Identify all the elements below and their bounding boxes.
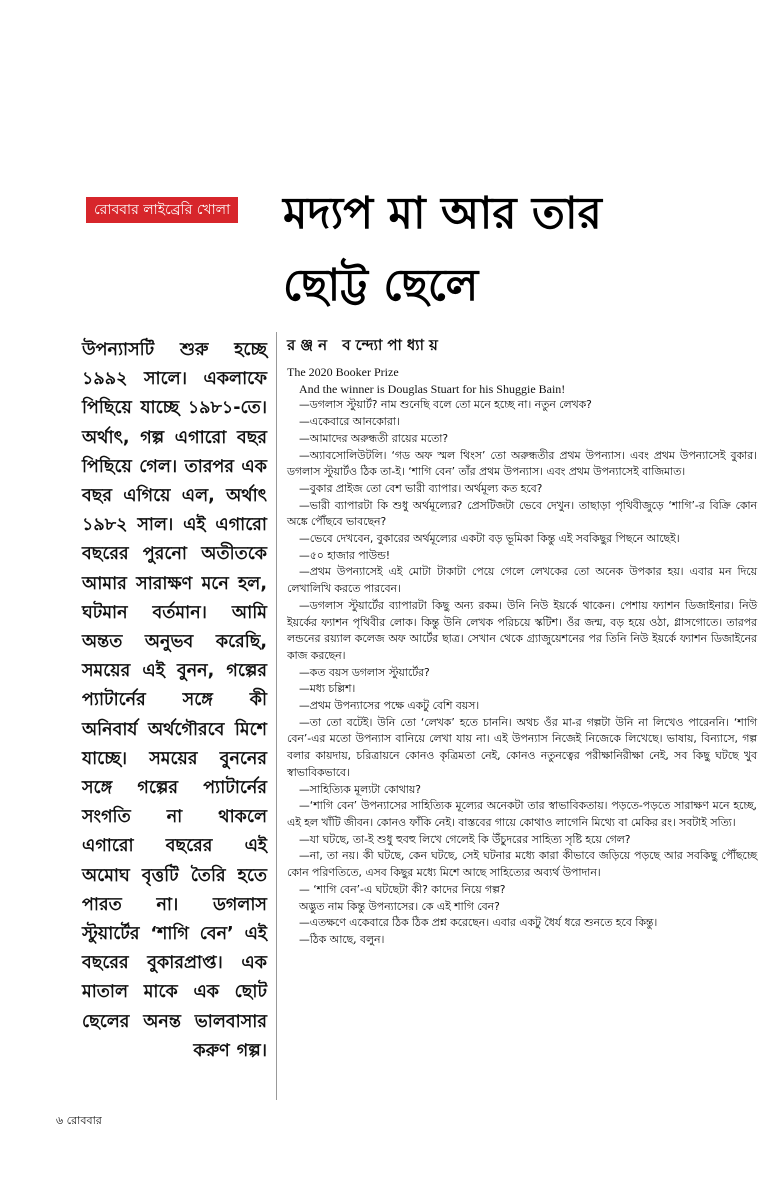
byline: রঞ্জন বন্দ্যোপাধ্যায় (287, 336, 443, 354)
article-paragraph: —সাহিত্যিক মূল্যটা কোথায়? (299, 782, 422, 796)
article-paragraph: —একেবারে আনকোরা। (299, 415, 400, 429)
article-paragraph: The 2020 Booker Prize (287, 365, 399, 379)
article-paragraph: —ঠিক আছে, বলুন। (299, 932, 385, 946)
article-paragraph: —এতক্ষণে একেবারে ঠিক ঠিক প্রশ্ন করেছেন। এবার একটু ধৈর্য ধরে শুনতে হবে কিন্তু। (299, 916, 658, 930)
article-paragraph: — ‘শাগি বেন’-এ ঘটছেটা কী? কাদের নিয়ে গল্প? (299, 882, 506, 896)
article-paragraph: —ভেবে দেখবেন, বুকারের অর্থমূল্যের একটা বড় ভূমিকা কিন্তু এই সবকিছুর পিছনে আছেই। (299, 532, 680, 546)
article-paragraph: —না, তা নয়। কী ঘটছে, কেন ঘটছে, সেই ঘটনার মধ্যে কারা কীভাবে জড়িয়ে পড়ছে আর সবকিছু পৌঁছচ্ছে কোন পরিণতিতে, এসব কিছুর মধ্যে মিশে আছে সাহিত্যের অব্যর্থ উপাদান। (287, 849, 757, 880)
article-paragraph: —বুকার প্রাইজ তো বেশ ভারী ব্যাপার। অর্থমূল্য কত হবে? (299, 481, 543, 495)
article-paragraph: —কত বয়স ডগলাস স্টুয়ার্টের? (299, 665, 430, 679)
headline-line-1: মদ্যপ মা আর তার (283, 188, 602, 239)
article-paragraph: —‘শাগি বেন’ উপন্যাসের সাহিত্যিক মূল্যের অনেকটা তার স্বাভাবিকতায়। পড়তে-পড়তে সারাক্ষণ মনে হচ্ছে, এই হল খাঁটি জীবন। কোনও ফাঁকি নেই। বাস্তবের গায়ে কোথাও লাগেনি মিথ্যে বা মেকির রং। সবটাই সত্যি। (287, 799, 757, 829)
article-paragraph: —ডগলাস স্টুয়ার্ট? নাম শুনেছি বলে তো মনে হচ্ছে না। নতুন লেখক? (299, 398, 592, 412)
article-paragraph: —মধ্য চল্লিশ। (299, 682, 356, 696)
page-footer: ৬ রোববার (56, 1114, 102, 1127)
article-paragraph: —যা ঘটছে, তা-ই শুধু হুবহু লিখে গেলেই কি উঁচুদরের সাহিত্য সৃষ্টি হয়ে গেল? (299, 832, 631, 846)
article-paragraph: —৫০ হাজার পাউন্ড! (299, 548, 391, 562)
article-paragraph: —ডগলাস স্টুয়ার্টের ব্যাপারটা কিছু অন্য রকম। উনি নিউ ইয়র্কে থাকেন। পেশায় ফ্যাশন ডিজাইনার। নিউ ইয়র্কের ফ্যাশন পৃথিবীর লোক। কিন্তু উনি লেখক পরিচয়ে স্কটিশ। ওঁর জন্ম, বড় হয়ে ওঠা, গ্লাসগোতে। তারপর লন্ডনের রয়্যাল কলেজ অফ আর্টের ছাত্র। সেখান থেকে গ্র্যাজুয়েশনের পর তিনি নিউ ইয়র্কে ফ্যাশন ডিজাইনের কাজ করছেন। (287, 598, 757, 662)
article-paragraph: —প্রথম উপন্যাসের পক্ষে একটু বেশি বয়স। (299, 699, 480, 713)
headline (283, 178, 703, 322)
headline-line-2: ছোট্ট ছেলে (283, 260, 479, 311)
article-paragraph: And the winner is Douglas Stuart for his Shuggie Bain! (299, 381, 566, 396)
article-paragraph: —ভারী ব্যাপারটা কি শুধু অর্থমূল্যের? প্রেসটিজটা ভেবে দেখুন। তাছাড়া পৃথিবীজুড়ে ‘শাগি’-র বিক্রি কোন অঙ্কে পৌঁছবে ভাবছেন? (287, 498, 757, 529)
article-paragraph: অদ্ভুত নাম কিন্তু উপন্যাসের। কে এই শাগি বেন? (299, 899, 500, 913)
article-paragraph: —প্রথম উপন্যাসেই এই মোটা টাকাটা পেয়ে গেলে লেখকের তো অনেক উপকার হয়। এবার মন দিয়ে লেখালিখি করতে পারবেন। (287, 565, 757, 596)
article-body (287, 364, 757, 949)
column-divider (276, 332, 277, 1100)
article-paragraph: —আমাদের অরুন্ধতী রায়ের মতো? (299, 431, 449, 445)
intro-column: উপন্যাসটি শুরু হচ্ছে ১৯৯২ সালে। একলাফে পিছিয়ে যাচ্ছে ১৯৮১-তে। অর্থাৎ, গল্প এগারো বছর পিছিয়ে গেল। তারপর এক বছর এগিয়ে এল, অর্থাৎ ১৯৮২ সাল। এই এগারো বছরের পুরনো অতীতকে আমার সারাক্ষণ মনে হল, ঘটমান বর্তমান। আমি অন্তত অনুভব করেছি, সময়ের এই বুনন, গল্পের প্যাটার্নের সঙ্গে কী অনিবার্য অর্থগৌরবে মিশে যাচ্ছে। সময়ের বুননের সঙ্গে গল্পের প্যাটার্নের সংগতি না থাকলে এগারো বছরের এই অমোঘ বৃত্তটি তৈরি হতে পারত না। ডগলাস স্টুয়ার্টের ‘শাগি বেন’ এই বছরের বুকারপ্রাপ্ত। এক মাতাল মাকে এক ছোট ছেলের অনন্ত ভালবাসার করুণ গল্প। (82, 340, 267, 1061)
article-paragraph: —তা তো বটেই। উনি তো ‘লেখক’ হতে চাননি। অথচ ওঁর মা-র গল্পটা উনি না লিখেও পারেননি। ‘শাগি বেন’-এর মতো উপন্যাস বানিয়ে লেখা যায় না। এই উপন্যাস নিজেই নিজেকে লিখেছে। ভাষায়, বিন্যাসে, গল্প বলার কায়দায়, চরিত্রায়নে কোনও কৃত্রিমতা নেই, কোনও নতুনত্বের পরীক্ষানিরীক্ষা নেই, সব কিছু ঘটছে খুব স্বাভাবিকভাবে। (287, 715, 757, 779)
article-paragraph: —অ্যাবসোলিউটলি। ‘গড অফ স্মল থিংস’ তো অরুন্ধতীর প্রথম উপন্যাস। এবং প্রথম উপন্যাসেই বুকার। ডগলাস স্টুয়ার্টও ঠিক তা-ই। ‘শাগি বেন’ তাঁর প্রথম উপন্যাস। এবং প্রথম উপন্যাসেই বাজিমাত। (287, 448, 757, 479)
section-tag: রোববার লাইব্রেরি খোলা (86, 197, 238, 223)
